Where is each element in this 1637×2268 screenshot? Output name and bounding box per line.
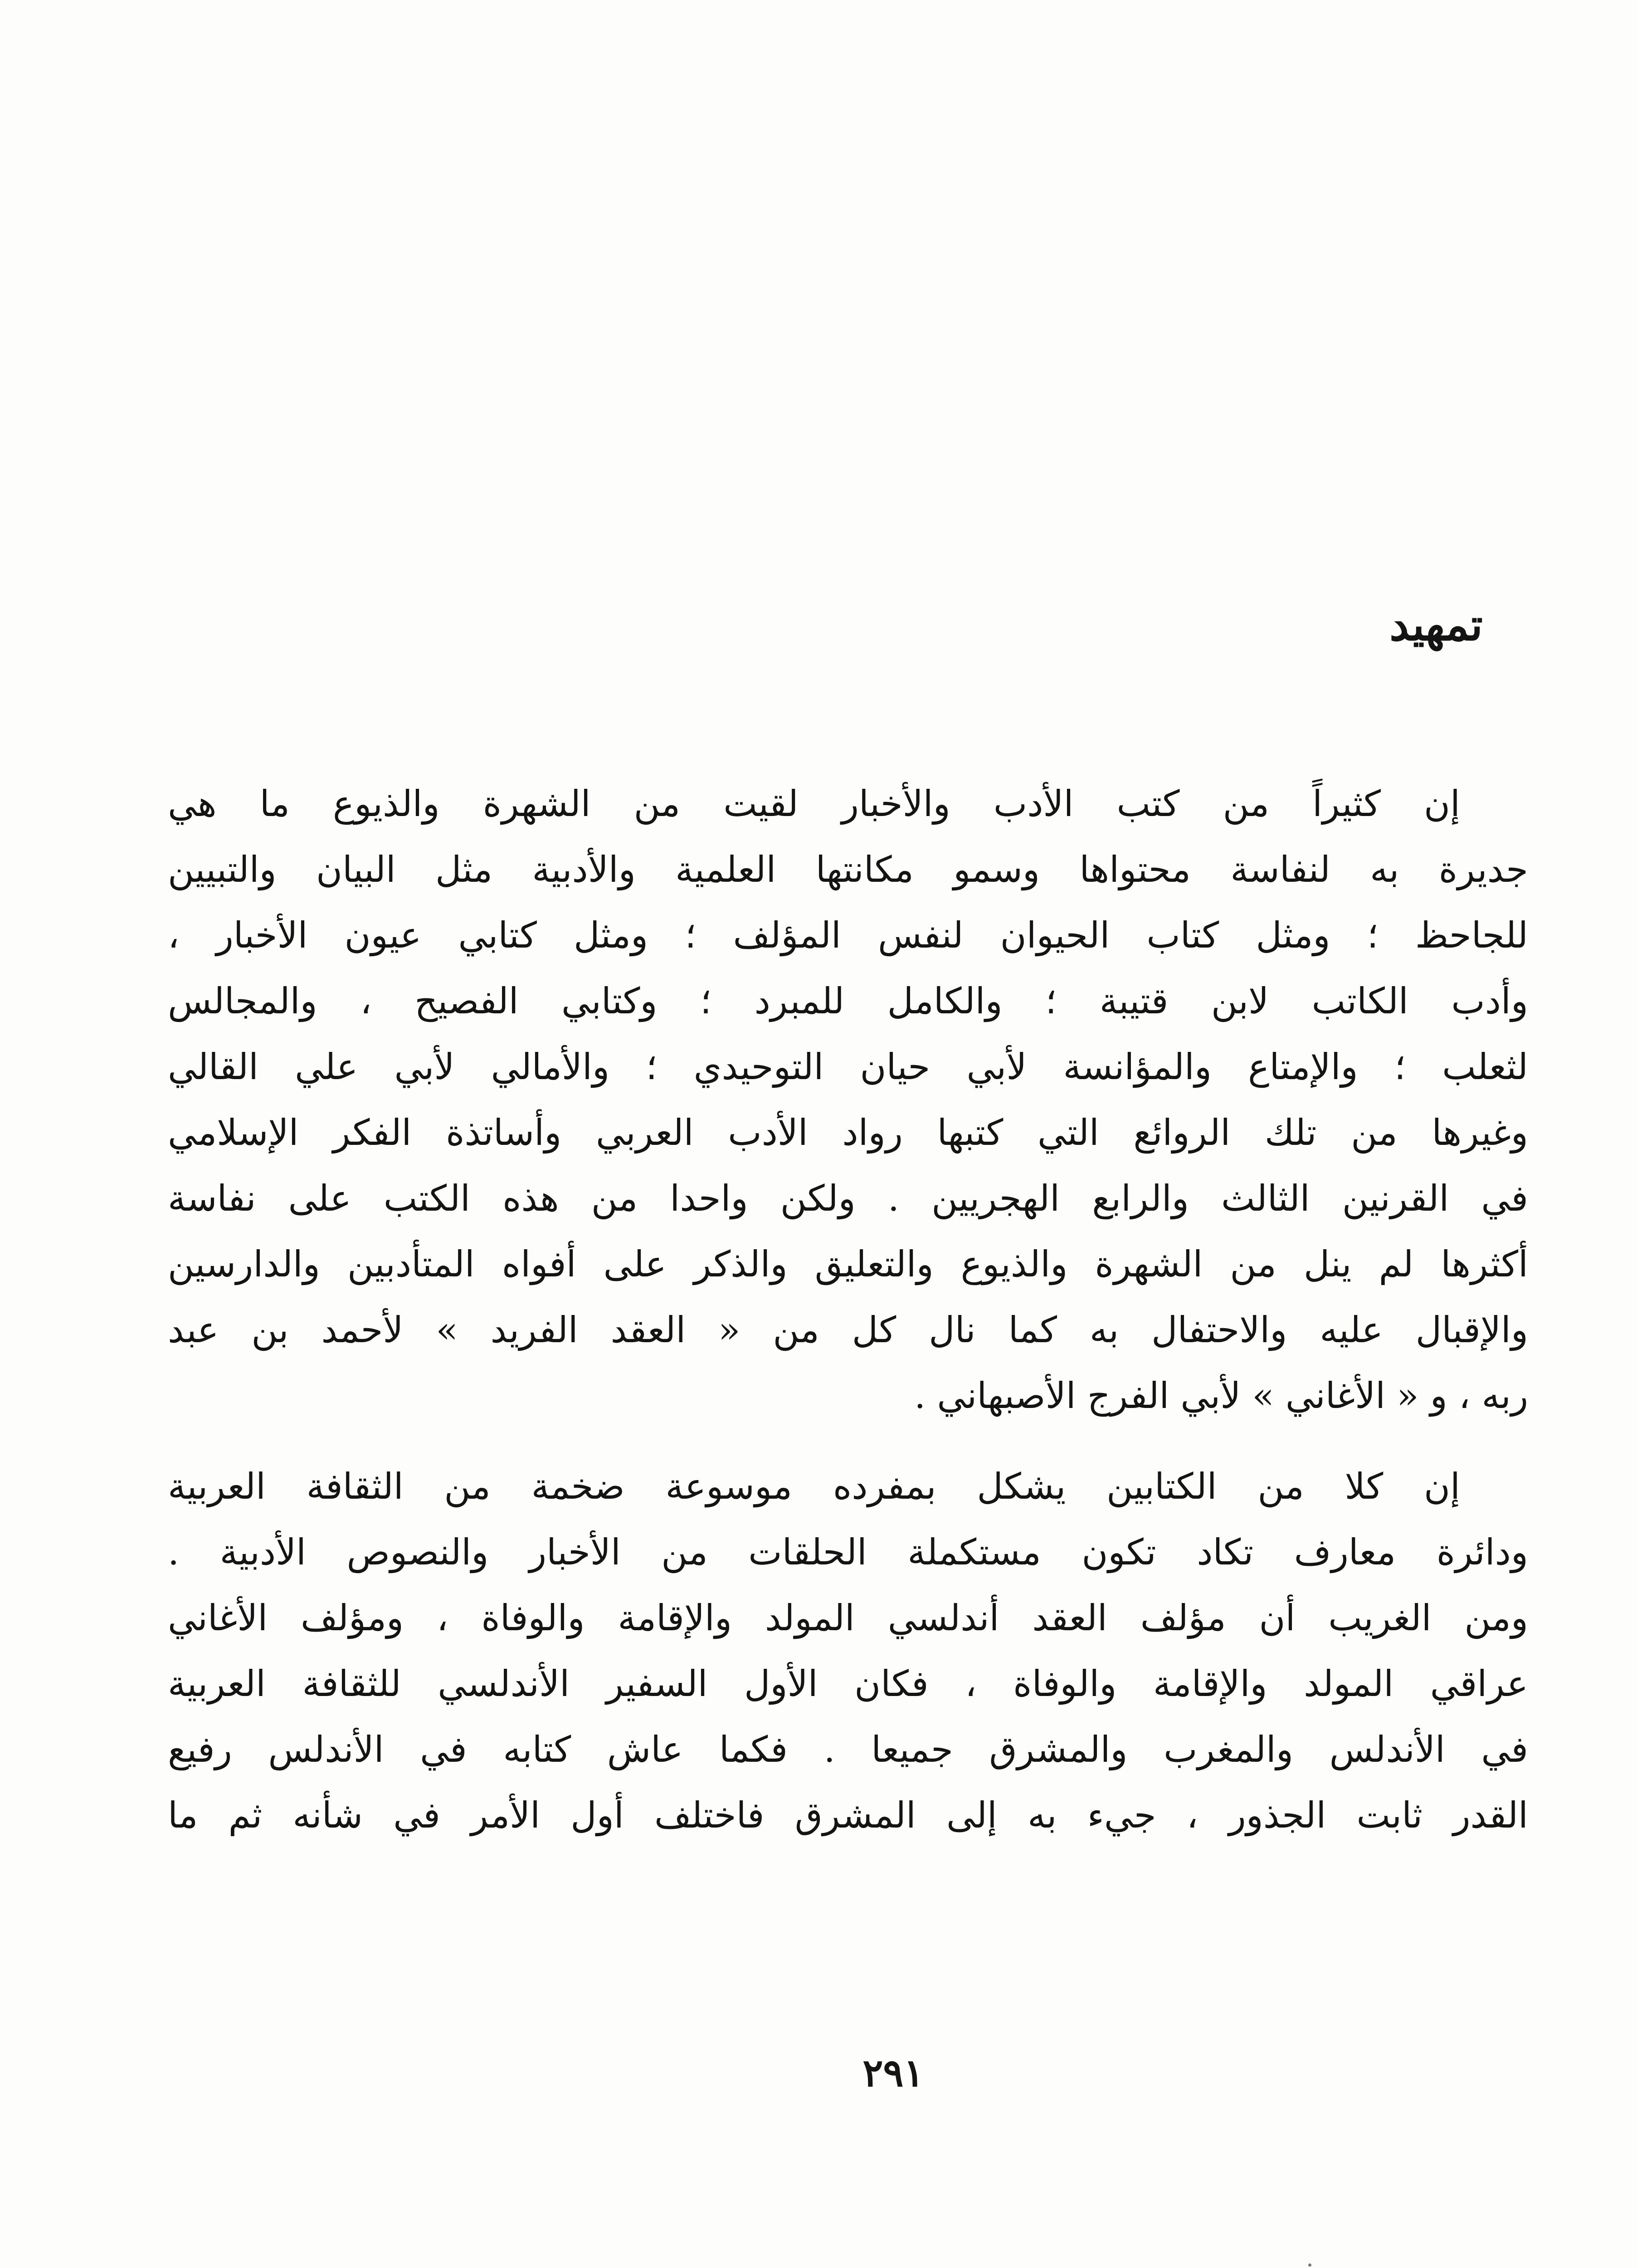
text-line: لثعلب ؛ والإمتاع والمؤانسة لأبي حيان التوحيدي ؛ والأمالي لأبي علي القالي: [168, 1046, 1528, 1088]
paragraph-2: [168, 1454, 1528, 1848]
text-line: إن كثيراً من كتب الأدب والأخبار لقيت من الشهرة والذيوع ما هي: [168, 783, 1460, 825]
text-line: القدر ثابت الجذور ، جيء به إلى المشرق فاختلف أول الأمر في شأنه ثم ما: [168, 1794, 1528, 1836]
text-line: ودائرة معارف تكاد تكون مستكملة الحلقات من الأخبار والنصوص الأدبية .: [168, 1531, 1528, 1573]
text-line: للجاحظ ؛ ومثل كتاب الحيوان لنفس المؤلف ؛ ومثل كتابي عيون الأخبار ،: [168, 914, 1528, 956]
text-line: أكثرها لم ينل من الشهرة والذيوع والتعليق والذكر على أفواه المتأدبين والدارسين: [168, 1243, 1528, 1285]
text-line: وغيرها من تلك الروائع التي كتبها رواد الأدب العربي وأساتذة الفكر الإسلامي: [168, 1112, 1528, 1154]
text-line: والإقبال عليه والاحتفال به كما نال كل من « العقد الفريد » لأحمد بن عبد: [168, 1309, 1528, 1351]
scan-speck: [1308, 2263, 1311, 2267]
text-line: إن كلا من الكتابين يشكل بمفرده موسوعة ضخمة من الثقافة العربية: [168, 1466, 1460, 1507]
text-line: في القرنين الثالث والرابع الهجريين . ولكن واحدا من هذه الكتب على نفاسة: [168, 1178, 1528, 1219]
text-line: وأدب الكاتب لابن قتيبة ؛ والكامل للمبرد ؛ وكتابي الفصيح ، والمجالس: [168, 980, 1528, 1022]
body-text: [168, 771, 1528, 1848]
page-number: ٢٩١: [862, 2050, 924, 2095]
section-heading: تمهيد: [1389, 599, 1483, 650]
text-line: ربه ، و « الأغاني » لأبي الفرج الأصبهاني .: [914, 1375, 1528, 1417]
text-line: عراقي المولد والإقامة والوفاة ، فكان الأول السفير الأندلسي للثقافة العربية: [168, 1663, 1528, 1705]
text-line: في الأندلس والمغرب والمشرق جميعا . فكما عاش كتابه في الأندلس رفيع: [168, 1729, 1528, 1770]
text-line: ومن الغريب أن مؤلف العقد أندلسي المولد والإقامة والوفاة ، ومؤلف الأغاني: [168, 1597, 1528, 1639]
text-line: جديرة به لنفاسة محتواها وسمو مكانتها العلمية والأدبية مثل البيان والتبيين: [168, 849, 1528, 890]
paragraph-1: [168, 771, 1528, 1429]
